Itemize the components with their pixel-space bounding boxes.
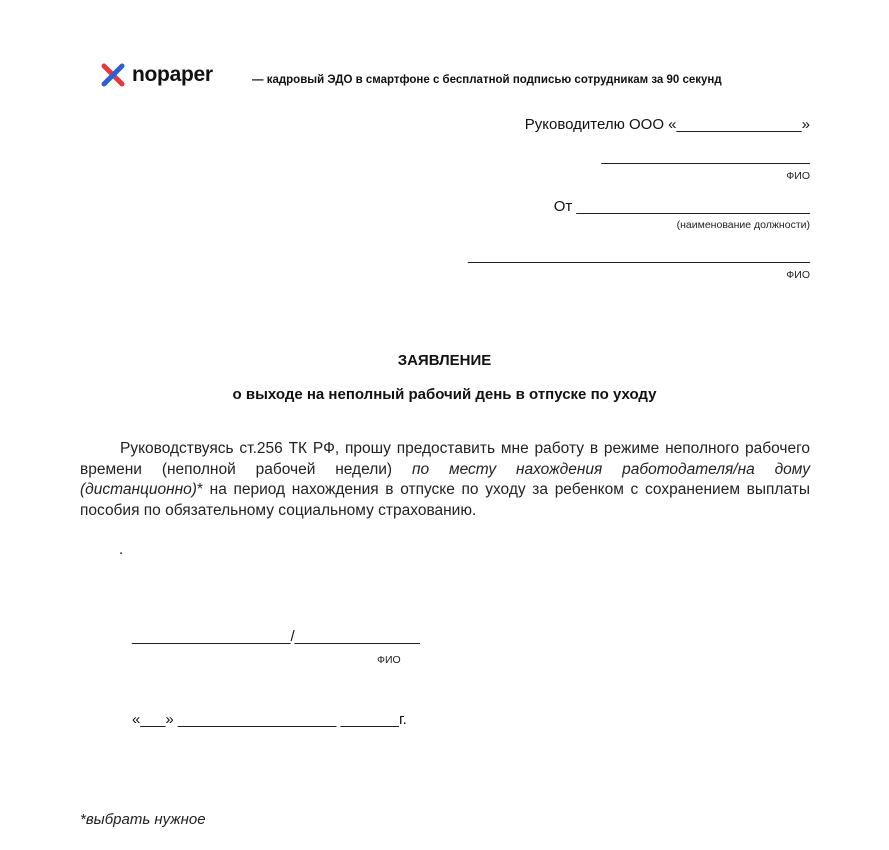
addressee-fio-line: _________________________ bbox=[601, 148, 810, 165]
nopaper-logo bbox=[100, 60, 240, 90]
body-dot: . bbox=[119, 541, 124, 558]
body-italic-option: по месту нахождения работодателя/на дому (дистанционно) bbox=[80, 460, 810, 498]
signature-line: ___________________/_______________ bbox=[132, 628, 420, 645]
footnote: *выбрать нужное bbox=[80, 811, 206, 828]
document-subtitle: о выходе на неполный рабочий день в отпуске по уходу bbox=[232, 386, 657, 403]
addressee-to-line: Руководителю ООО «_______________» bbox=[524, 116, 810, 133]
header-tagline: — кадровый ЭДО в смартфоне с бесплатной подписью сотрудникам за 90 секунд bbox=[252, 74, 722, 86]
sender-fio-line: _________________________________________ bbox=[467, 247, 810, 264]
body-part-1: Руководствуясь ст.256 ТК РФ, прошу предоставить мне работу в режиме неполного рабочего времени (неполной рабочей недели) bbox=[80, 440, 810, 478]
body-part-2: * на период нахождения в отпуске по уходу за ребенком с сохранением выплаты пособия по обязательному социальному страхованию. bbox=[80, 481, 810, 519]
logo-text: nopaper bbox=[132, 63, 213, 86]
addressee-fio-label: ФИО bbox=[786, 170, 810, 182]
sender-position-label: (наименование должности) bbox=[676, 219, 810, 231]
nopaper-cross-icon bbox=[100, 62, 126, 88]
date-line: «___» ___________________ _______г. bbox=[132, 711, 407, 728]
document-body bbox=[80, 439, 810, 521]
signature-fio-label: ФИО bbox=[377, 654, 401, 666]
sender-fio-label: ФИО bbox=[786, 269, 810, 281]
sender-from-line: От ____________________________ bbox=[553, 198, 810, 215]
document-title: ЗАЯВЛЕНИЕ bbox=[397, 352, 492, 369]
